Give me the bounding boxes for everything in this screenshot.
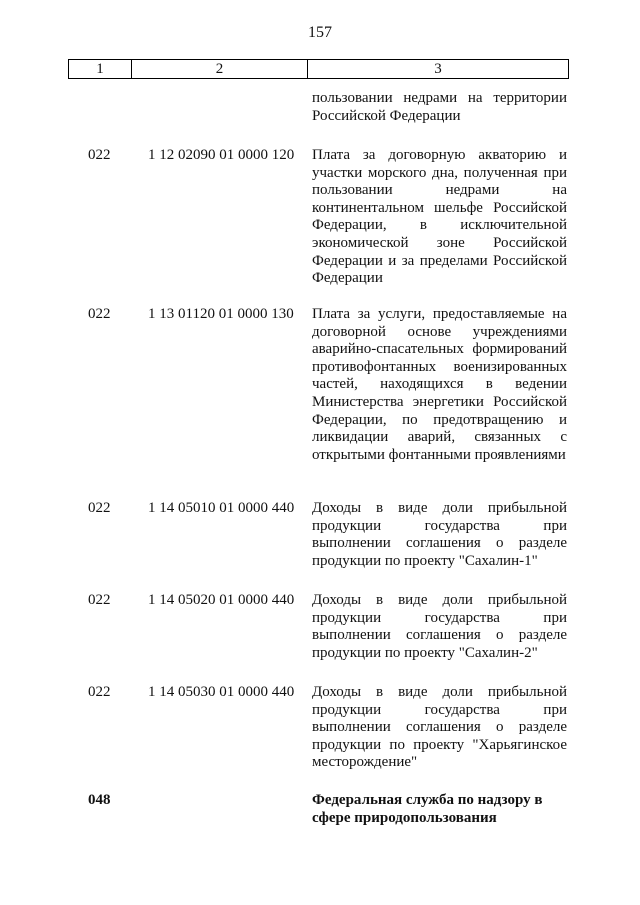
kbk-code: 1 14 05030 01 0000 440 bbox=[148, 684, 295, 700]
admin-code: 022 bbox=[88, 147, 111, 163]
admin-code: 022 bbox=[88, 306, 111, 322]
kbk-code: 1 13 01120 01 0000 130 bbox=[148, 306, 294, 322]
section-admin-code: 048 bbox=[88, 792, 111, 808]
admin-code: 022 bbox=[88, 592, 111, 608]
header-col-2: 2 bbox=[132, 60, 308, 78]
income-name: Плата за договорную акваторию и участки морского дна, полученная при пользовании недрами на континентальном шельфе Российской Федерации, в исключительной экономической зоне Российской Федерации и за пределами Российской Федерации bbox=[312, 147, 567, 287]
kbk-code: 1 12 02090 01 0000 120 bbox=[148, 147, 295, 163]
income-name: Доходы в виде доли прибыльной продукции государства при выполнении соглашения о разделе продукции по проекту "Сахалин-2" bbox=[312, 592, 567, 661]
header-col-1: 1 bbox=[69, 60, 132, 78]
kbk-code: 1 14 05010 01 0000 440 bbox=[148, 500, 295, 516]
income-name: Доходы в виде доли прибыльной продукции государства при выполнении соглашения о разделе продукции по проекту "Харьягинское месторождение" bbox=[312, 684, 567, 771]
page-number: 157 bbox=[308, 24, 332, 41]
continuation-text: пользовании недрами на территории Российской Федерации bbox=[312, 90, 567, 124]
admin-code: 022 bbox=[88, 500, 111, 516]
section-title: Федеральная служба по надзору в сфере природопользования bbox=[312, 792, 543, 826]
table-header bbox=[68, 59, 569, 79]
admin-code: 022 bbox=[88, 684, 111, 700]
kbk-code: 1 14 05020 01 0000 440 bbox=[148, 592, 295, 608]
income-name: Доходы в виде доли прибыльной продукции государства при выполнении соглашения о разделе продукции по проекту "Сахалин-1" bbox=[312, 500, 567, 569]
header-col-3: 3 bbox=[434, 61, 442, 77]
income-name: Плата за услуги, предоставляемые на договорной основе учреждениями аварийно-спасательных формирований противофонтанных военизированных частей, находящихся в ведении Министерства энергетики Российской Федерации, по предотвращению и ликвидации аварий, связанных с открытыми фонтанными проявлениями bbox=[312, 306, 567, 463]
